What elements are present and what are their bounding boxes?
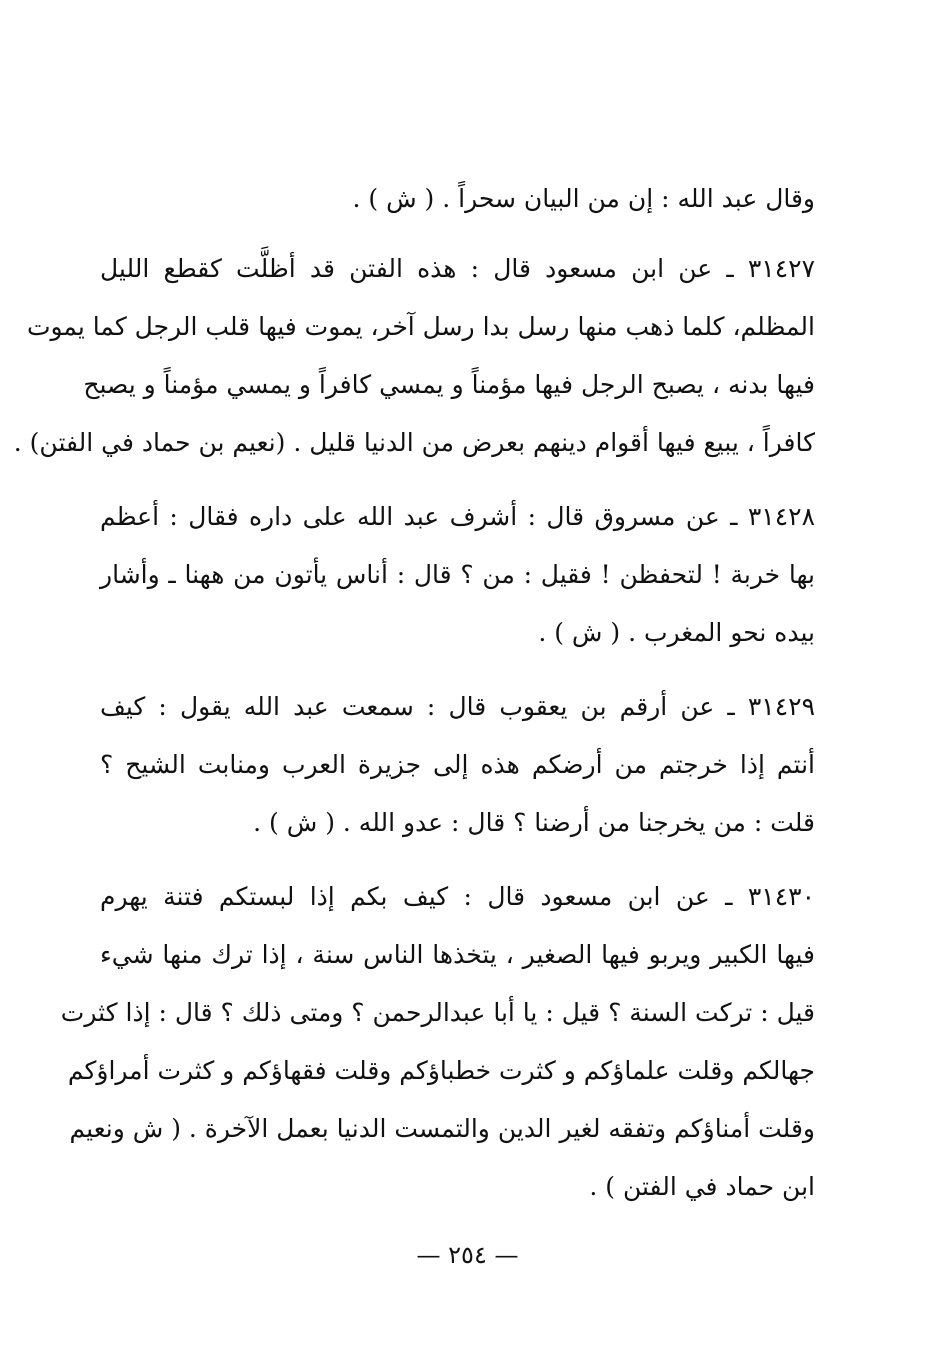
text-line: ٣١٤٢٩ ـ عن أرقم بن يعقوب قال : سمعت عبد الله يقول : كيف — [100, 692, 815, 721]
text-line: ابن حماد في الفتن ) . — [589, 1172, 815, 1201]
text-line: بيده نحو المغرب . ( ش ) . — [538, 618, 815, 647]
intro-line: وقال عبد الله : إن من البيان سحراً . ( ش ) . — [352, 184, 815, 213]
hadith-entry-31430 — [60, 868, 815, 1216]
text-line: أنتم إذا خرجتم من أرضكم هذه إلى جزيرة العرب ومنابت الشيح ؟ — [100, 750, 815, 779]
hadith-entry-31428 — [100, 488, 815, 662]
text-line: وقلت أمناؤكم وتفقه لغير الدين والتمست الدنيا بعمل الآخرة . ( ش ونعيم — [69, 1114, 815, 1143]
text-line: قلت : من يخرجنا من أرضنا ؟ قال : عدو الله . ( ش ) . — [253, 808, 815, 837]
text-line: قيل : تركت السنة ؟ قيل : يا أبا عبدالرحمن ؟ ومتى ذلك ؟ قال : إذا كثرت — [60, 998, 815, 1027]
page-body — [13, 170, 815, 1232]
hadith-entry-31427 — [13, 240, 815, 472]
text-line: كافراً ، يبيع فيها أقوام دينهم بعرض من الدنيا قليل . (نعيم بن حماد في الفتن) . — [13, 428, 815, 457]
text-line: ٣١٤٣٠ ـ عن ابن مسعود قال : كيف بكم إذا لبستكم فتنة يهرم — [100, 882, 815, 911]
text-line: بها خربة ! لتحفظن ! فقيل : من ؟ قال : أناس يأتون من ههنا ـ وأشار — [100, 560, 815, 589]
hadith-entry-31429 — [100, 678, 815, 852]
page-number: — ٢٥٤ — — [416, 1241, 519, 1269]
text-line: فيها الكبير ويربو فيها الصغير ، يتخذها الناس سنة ، إذا ترك منها شيء — [100, 940, 815, 969]
text-line: فيها بدنه ، يصبح الرجل فيها مؤمناً و يمسي كافراً و يمسي مؤمناً و يصبح — [83, 370, 815, 399]
text-line: المظلم، كلما ذهب منها رسل بدا رسل آخر، يموت فيها قلب الرجل كما يموت — [26, 312, 815, 341]
text-line: ٣١٤٢٧ ـ عن ابن مسعود قال : هذه الفتن قد أظلَّت كقطع الليل — [100, 254, 815, 283]
text-line: جهالكم وقلت علماؤكم و كثرت خطباؤكم وقلت فقهاؤكم و كثرت أمراؤكم — [67, 1056, 815, 1085]
text-line: ٣١٤٢٨ ـ عن مسروق قال : أشرف عبد الله على داره فقال : أعظم — [100, 502, 815, 531]
